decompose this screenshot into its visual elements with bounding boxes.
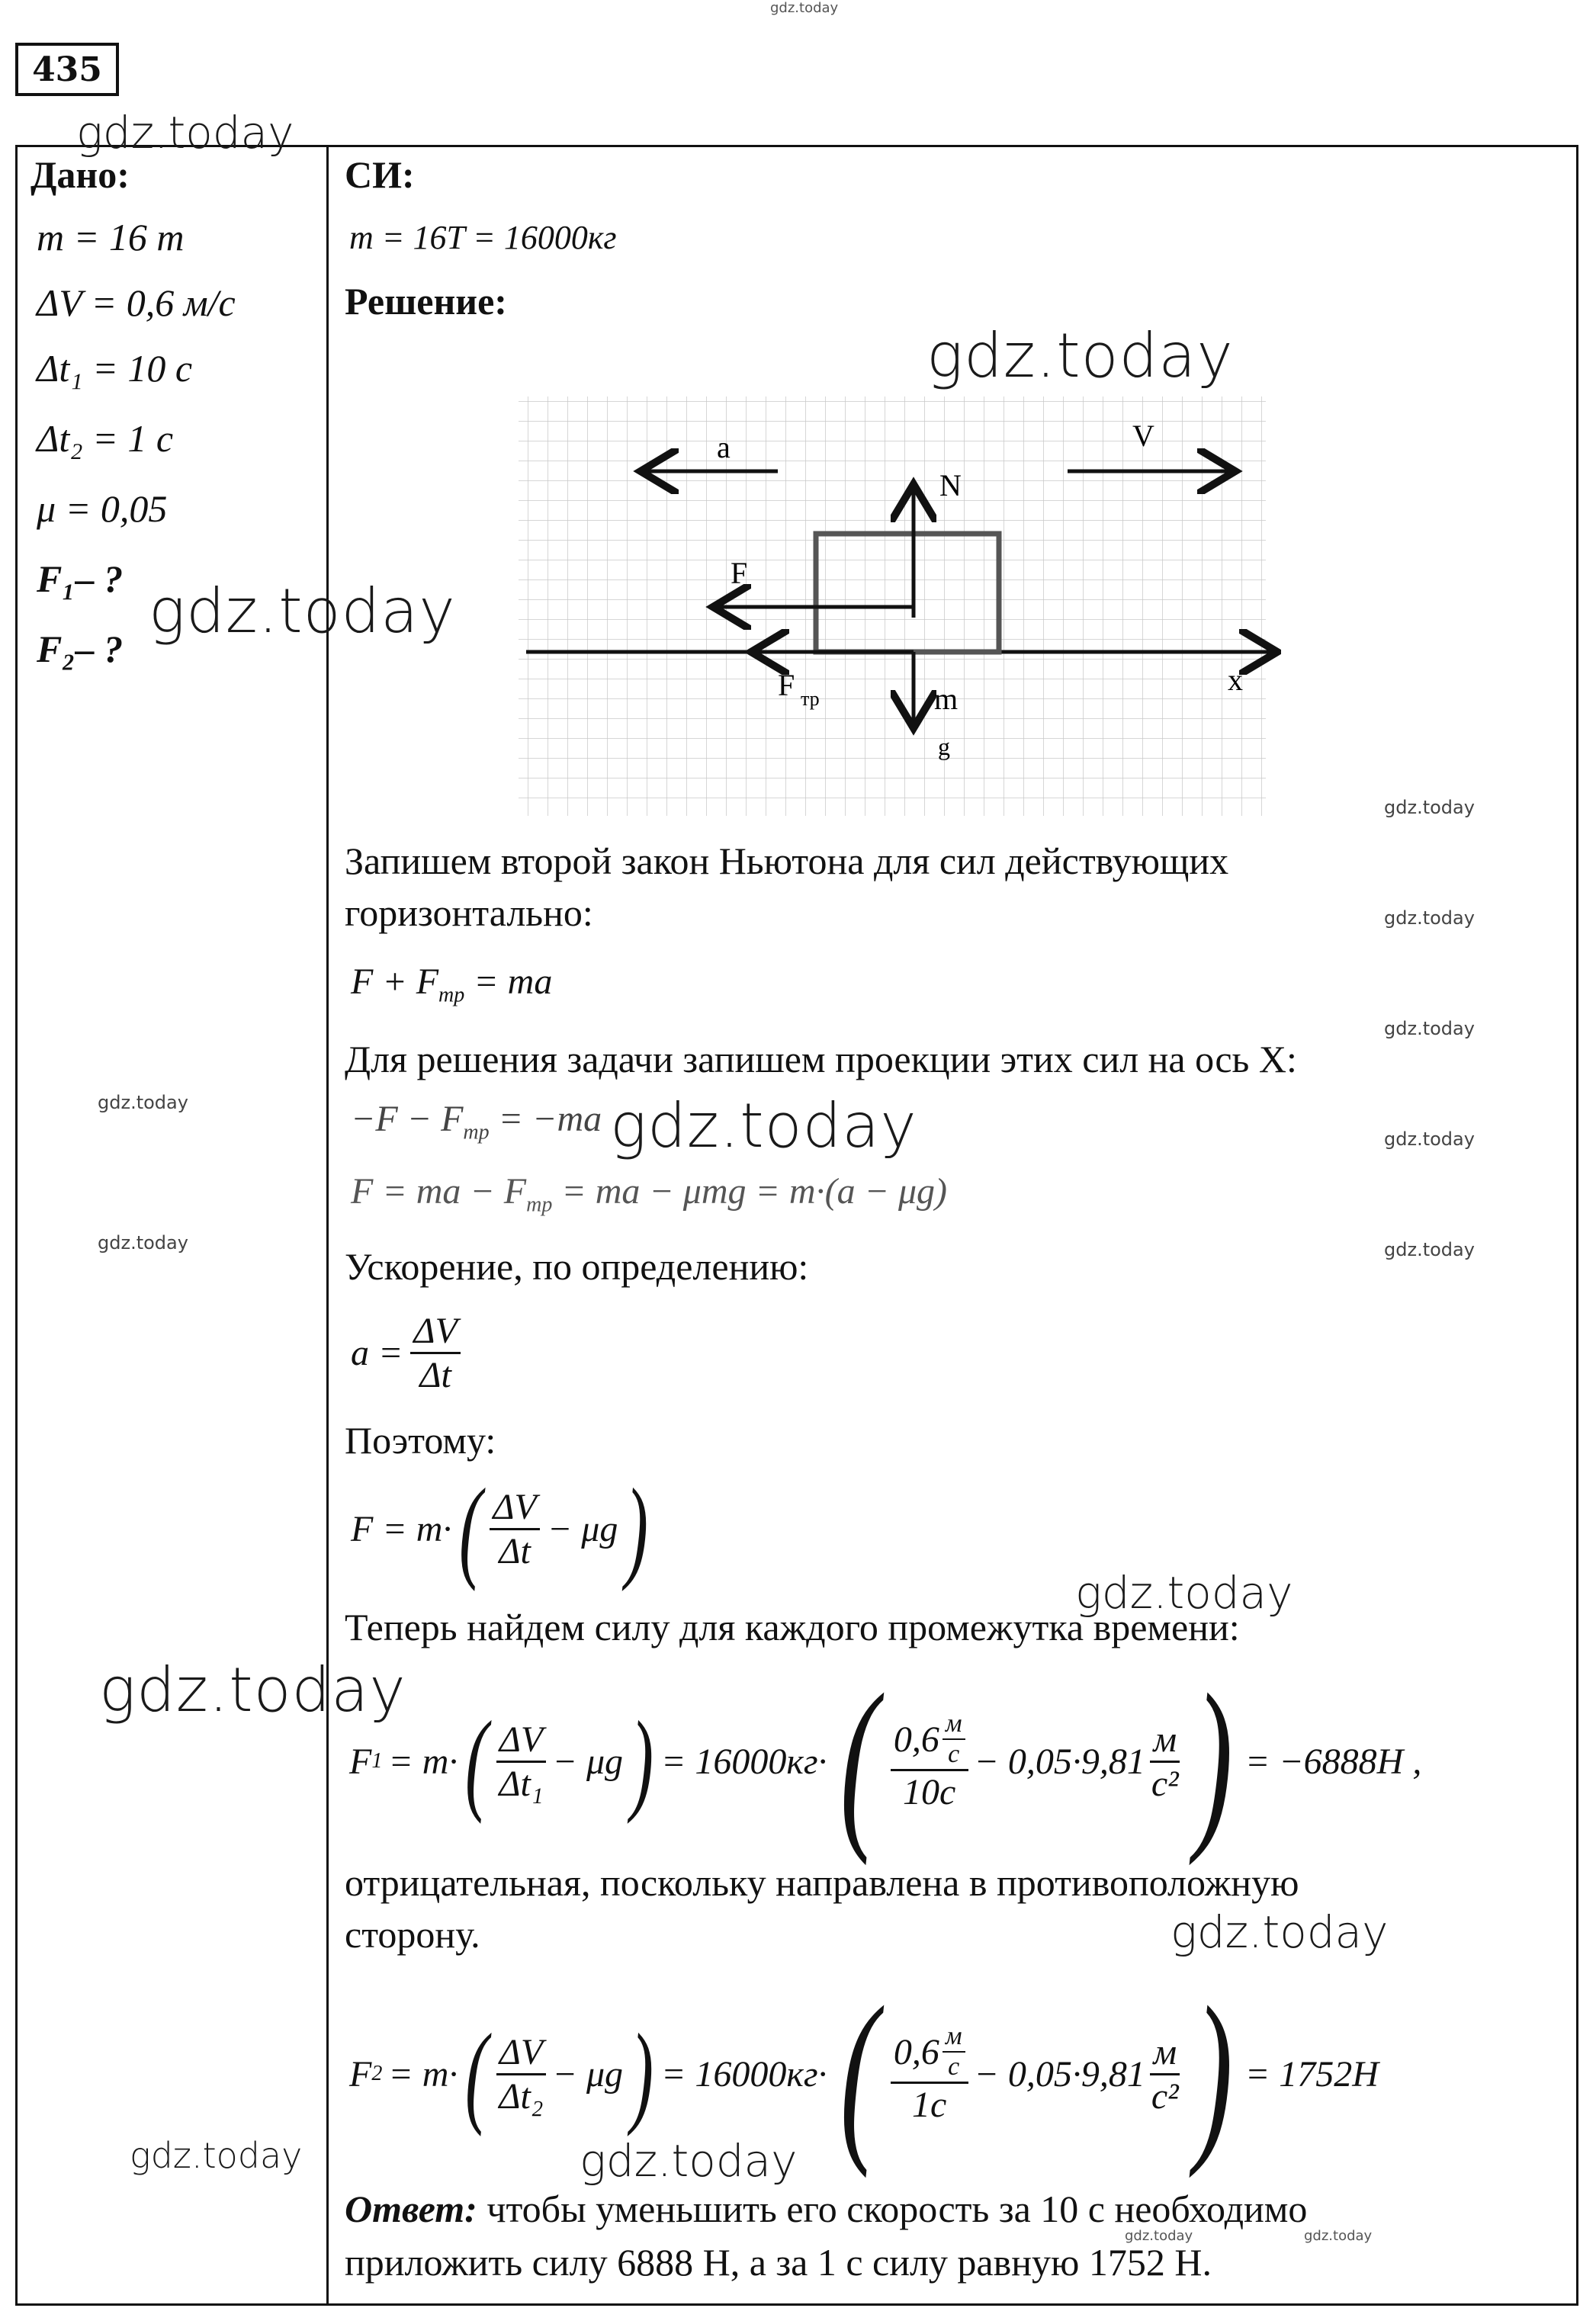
f1-frac-num: ΔV <box>496 1719 547 1763</box>
f1-time: 10с <box>903 1772 956 1812</box>
f1-sub: 1 <box>371 1749 383 1773</box>
f1-fraction <box>496 1719 546 1805</box>
proj2-sub: тр <box>526 1193 553 1217</box>
f1-unit-den: с <box>948 1740 960 1768</box>
given-mass: m = 16 т <box>37 216 185 258</box>
accel-lhs: a = <box>351 1333 403 1373</box>
f2-mu: − μg <box>552 2053 624 2095</box>
answer-label: Ответ: <box>345 2188 477 2230</box>
paragraph-projection: Для решения задачи запишем проекции этих сил на ось X: <box>345 1038 1297 1080</box>
answer-line-1 <box>345 2187 1307 2231</box>
vec-eq-rhs: = ma <box>474 961 553 1002</box>
watermark: gdz.today <box>1384 797 1475 818</box>
f1-unit-num: м <box>943 1709 965 1740</box>
watermark: gdz.today <box>610 1090 917 1161</box>
f2-time: 1с <box>912 2085 947 2125</box>
problem-number-text: 435 <box>32 50 102 89</box>
label-x: x <box>1228 663 1243 697</box>
label-n: N <box>939 468 962 502</box>
f2-gunit-den: с² <box>1151 2075 1179 2117</box>
f2-tail: − 0,05·9,81 <box>974 2053 1145 2095</box>
f1-eq: = 16000кг· <box>660 1741 827 1782</box>
given-f2: F₂– ? <box>37 628 124 670</box>
watermark: gdz.today <box>98 1232 188 1254</box>
f1-mu: − μg <box>552 1741 624 1782</box>
label-a: a <box>717 430 731 464</box>
watermark: gdz.today <box>1384 1018 1475 1039</box>
f1-gunit-num: м <box>1150 1719 1180 1763</box>
watermark: gdz.today <box>1384 1239 1475 1260</box>
accel-num: ΔV <box>410 1310 461 1354</box>
f2-sub: 2 <box>371 2062 383 2085</box>
given-delta-v: ΔV = 0,6 м/с <box>37 281 236 324</box>
f1-tail: − 0,05·9,81 <box>974 1741 1145 1782</box>
force-den: Δt <box>499 1530 531 1571</box>
proj1-lhs: −F − F <box>351 1099 464 1139</box>
label-g: g <box>938 733 950 760</box>
proj2-lhs: F = ma − F <box>351 1171 527 1212</box>
f2-speed-fraction <box>891 2022 968 2126</box>
f2-val: 0,6 <box>893 2031 939 2072</box>
label-m: m <box>934 682 959 716</box>
given-f1: F₁– ? <box>37 557 124 600</box>
solution-header: Решение: <box>345 280 507 323</box>
label-v: V <box>1132 419 1154 453</box>
force-num: ΔV <box>490 1486 540 1530</box>
paragraph-newton-2: горизонтально: <box>345 891 593 934</box>
watermark: gdz.today <box>99 1655 406 1725</box>
given-delta-t1: Δt₁ = 10 с <box>37 347 193 390</box>
given-mu: μ = 0,05 <box>37 487 168 530</box>
label-ftr: F <box>778 668 795 702</box>
f1-lhs: F <box>349 1741 372 1782</box>
paragraph-each-interval: Теперь найдем силу для каждого промежутка времени: <box>345 1606 1240 1648</box>
force-tail: − μg <box>547 1508 618 1549</box>
problem-number <box>15 43 119 96</box>
f2-fraction <box>496 2031 546 2117</box>
f2-lhs: F <box>349 2053 372 2095</box>
f1-mid: = m· <box>388 1741 458 1782</box>
f2-gunit-num: м <box>1150 2031 1180 2075</box>
watermark: gdz.today <box>926 320 1234 391</box>
f2-eq: = 16000кг· <box>660 2053 827 2095</box>
answer-line-2: приложить силу 6888 Н, а за 1 с силу равную 1752 Н. <box>345 2241 1212 2284</box>
watermark: gdz.today <box>98 1092 188 1113</box>
label-ftr-sub: тр <box>801 688 820 710</box>
vector-equation <box>351 961 552 1008</box>
f2-unit-num: м <box>943 2022 965 2053</box>
f2-frac-num: ΔV <box>496 2031 547 2075</box>
f1-result: = −6888H , <box>1244 1741 1422 1782</box>
label-f: F <box>731 556 748 590</box>
watermark: gdz.today <box>1304 2228 1373 2244</box>
paragraph-therefore: Поэтому: <box>345 1419 496 1462</box>
watermark: gdz.today <box>770 0 839 16</box>
f1-val: 0,6 <box>893 1719 939 1760</box>
f1-frac-den: Δt₁ <box>499 1763 544 1804</box>
force-lhs: F = m· <box>351 1508 452 1549</box>
si-header: СИ: <box>345 153 415 196</box>
f2-unit-den: с <box>948 2053 960 2081</box>
vec-eq-lhs: F + F <box>351 961 439 1002</box>
watermark: gdz.today <box>1125 2228 1193 2244</box>
proj1-rhs: = −ma <box>498 1099 602 1139</box>
f2-frac-den: Δt₂ <box>499 2075 544 2117</box>
given-header: Дано: <box>31 153 130 196</box>
watermark: gdz.today <box>1384 907 1475 929</box>
vec-eq-sub: тр <box>438 983 465 1007</box>
proj2-rhs: = ma − μmg = m·(a − μg) <box>561 1171 948 1212</box>
accel-fraction <box>410 1310 461 1396</box>
force-formula: F = m· ( $\frac{\Delta V}{\Delta t}$ − μg ) <box>351 1465 649 1592</box>
f2-result: = 1752H <box>1244 2053 1379 2095</box>
given-delta-t2: Δt₂ = 1 с <box>37 417 174 460</box>
watermark: gdz.today <box>580 2135 798 2187</box>
paragraph-acceleration: Ускорение, по определению: <box>345 1245 809 1288</box>
watermark: gdz.today <box>1075 1567 1293 1619</box>
f2-formula: F 2 = m· ( $\frac{\Delta V}{\text{Δt₂}}$ − μg ) = 16000кг· ( 0,6 $\frac{м}{с}$ 1с − 0,05·9,81 $\frac{м}{\text{с²}}$ ) = 1752H <box>349 1968 1379 2179</box>
accel-den: Δt <box>419 1355 451 1395</box>
paragraph-negative: отрицательная, поскольку направлена в противоположную <box>345 1861 1299 1904</box>
force-fraction <box>490 1486 540 1572</box>
watermark: gdz.today <box>130 2135 303 2176</box>
projection-equation-1 <box>351 1098 602 1145</box>
watermark: gdz.today <box>1384 1128 1475 1150</box>
si-line: m = 16T = 16000кг <box>349 219 617 256</box>
answer-text: чтобы уменьшить его скорость за 10 с необходимо <box>477 2188 1308 2230</box>
acceleration-formula <box>351 1310 461 1396</box>
paragraph-newton: Запишем второй закон Ньютона для сил действующих <box>345 839 1229 882</box>
watermark: gdz.today <box>1171 1906 1389 1958</box>
proj1-sub: тр <box>463 1120 490 1144</box>
watermark: gdz.today <box>76 107 294 159</box>
f1-formula: F 1 = m· ( $\frac{\Delta V}{\text{Δt₁}}$ − μg ) = 16000кг· ( 0,6 $\frac{м}{с}$ 10с − 0,05·9,81 $\frac{м}{\text{с²}}$ ) = −6888H , <box>349 1655 1422 1867</box>
paragraph-negative-2: сторону. <box>345 1913 480 1956</box>
f1-gunit-den: с² <box>1151 1763 1179 1804</box>
projection-equation-2 <box>351 1170 947 1218</box>
watermark: gdz.today <box>149 576 456 647</box>
f1-speed-fraction <box>891 1709 968 1813</box>
force-diagram <box>488 381 1281 823</box>
column-divider <box>326 145 329 2306</box>
f2-mid: = m· <box>388 2053 458 2095</box>
